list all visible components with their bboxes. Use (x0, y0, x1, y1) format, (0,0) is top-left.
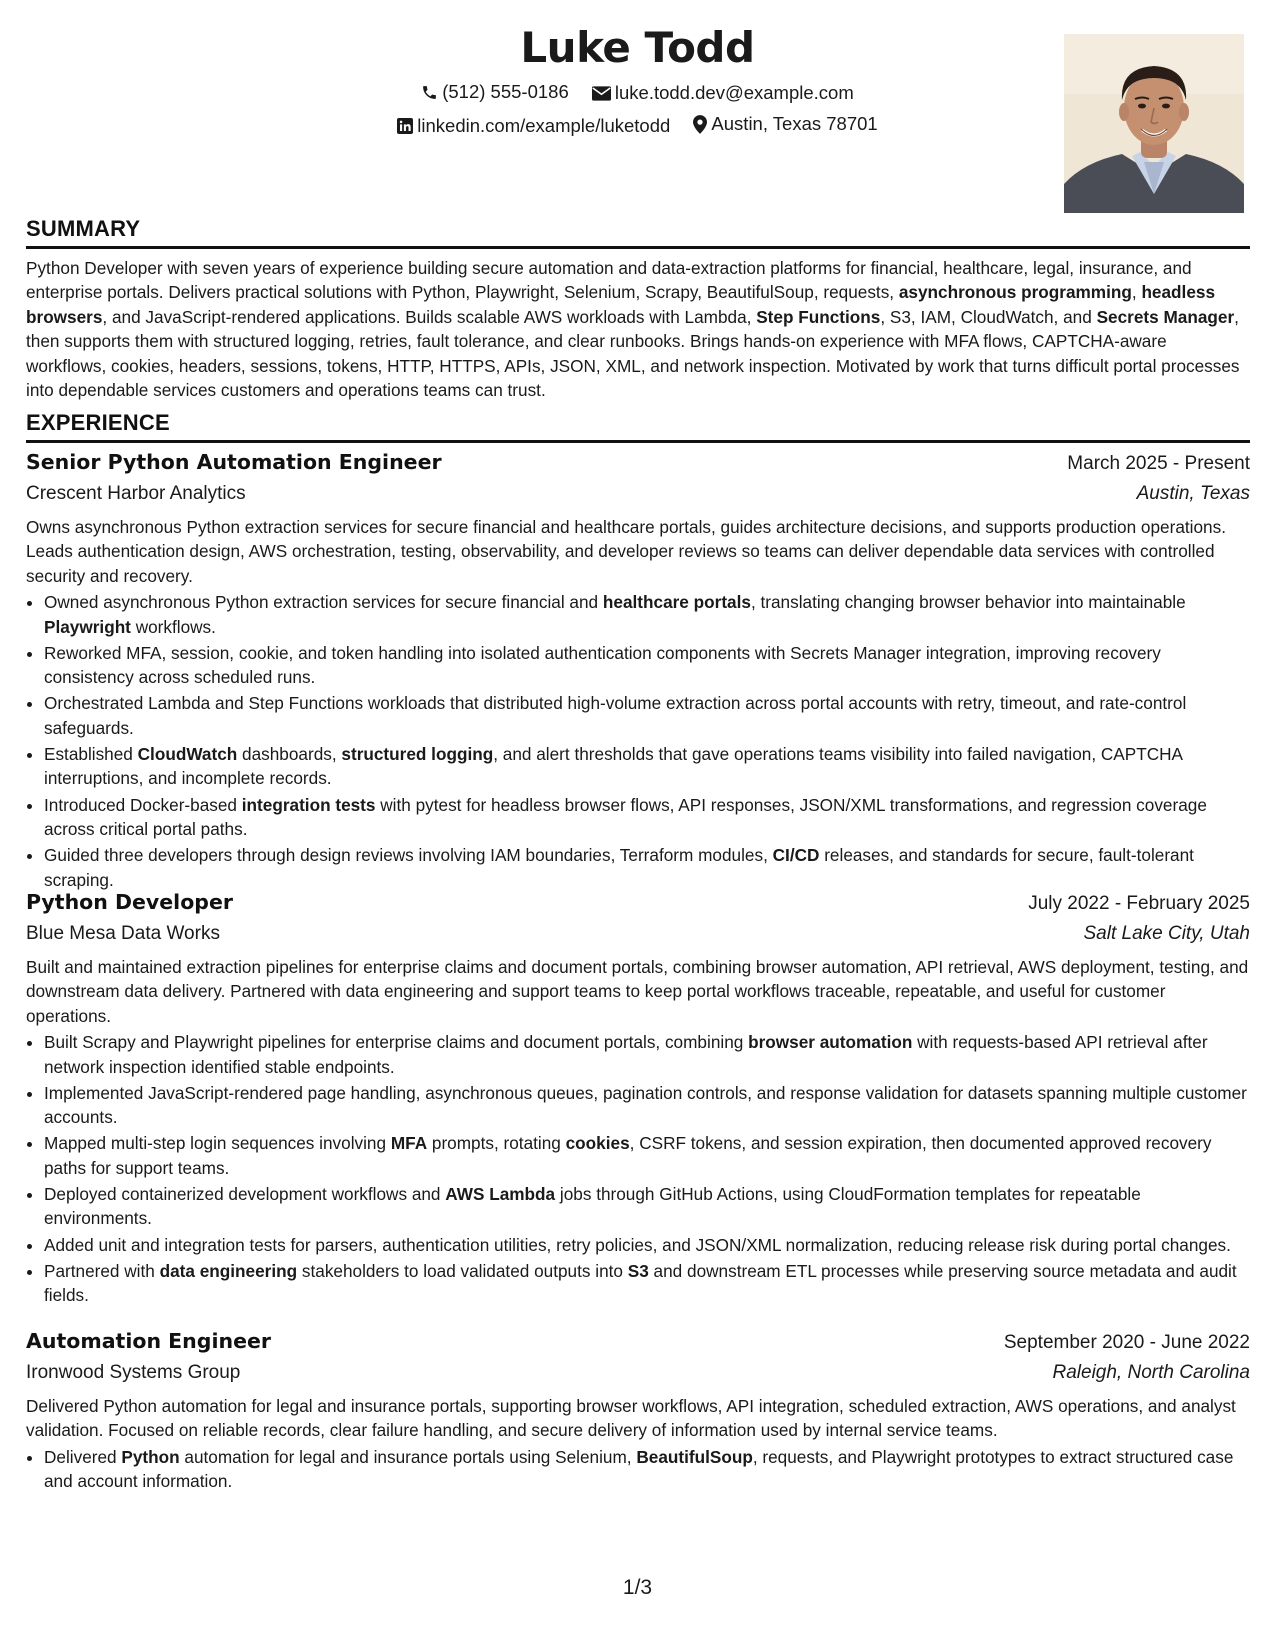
profile-photo (1064, 34, 1244, 213)
job-summary: Delivered Python automation for legal and insurance portals, supporting browser workflows, API integration, scheduled extraction, AWS operations, and analyst validation. Focused on reliable records, clear failure handling, and secure delivery of information used by internal service teams. (26, 1396, 1236, 1441)
job-bullets (26, 590, 1250, 892)
text-run: Guided three developers through design reviews involving IAM boundaries, Terraform modules, (44, 845, 773, 866)
text-run: releases, and standards for secure, fault-tolerant scraping. (44, 845, 1194, 890)
job-bullets (26, 1445, 1250, 1494)
map-pin-icon (693, 115, 707, 134)
phone-contact (421, 80, 569, 104)
job-title: Senior Python Automation Engineer (26, 450, 442, 474)
section-divider (26, 246, 1250, 249)
bullet-item (44, 742, 1250, 791)
section-title-summary: SUMMARY (26, 216, 141, 241)
text-run: Deployed containerized development workflows and (44, 1184, 446, 1205)
bullet-item (44, 1030, 1250, 1079)
text-run: , requests, and Playwright prototypes to extract structured case and account information. (44, 1446, 1234, 1492)
bold-keyword: Playwright (44, 616, 131, 637)
job-dates: July 2022 - February 2025 (1028, 893, 1250, 914)
bullet-item (44, 1081, 1250, 1130)
company-name: Ironwood Systems Group (26, 1362, 241, 1383)
page-number: 1/3 (622, 1576, 653, 1599)
location-text: Austin, Texas 78701 (711, 113, 878, 134)
job-location: Raleigh, North Carolina (1052, 1362, 1250, 1383)
phone-icon (421, 84, 438, 101)
bold-keyword: CI/CD (772, 845, 820, 866)
bullet-item (44, 1182, 1250, 1231)
text-run: , then supports them with structured logging, retries, fault tolerance, and clear runbooks. Brings hands-on experience with MFA flows, CAPTCHA-aware workflows, cookies, headers, sessions, tokens, HTTP, HTTPS, APIs, JSON, XML, and network inspection. Motivated by work that turns difficult portal processes into dependable services customers and operations teams can trust. (26, 306, 1240, 401)
job-dates: March 2025 - Present (1067, 453, 1250, 474)
text-run: prompts, rotating (427, 1133, 566, 1154)
email-address[interactable]: luke.todd.dev@example.com (614, 82, 854, 103)
text-run: with requests-based API retrieval after network inspection identified stable endpoints. (44, 1032, 1208, 1077)
bold-keyword: Secrets Manager (1096, 306, 1235, 327)
text-run: and downstream ETL processes while preserving source metadata and audit fields. (44, 1260, 1237, 1306)
bullet-item (44, 1259, 1250, 1308)
text-run: Reworked MFA, session, cookie, and token handling into isolated authentication components with Secrets Manager integration, improving recovery consistency across scheduled runs. (44, 642, 1161, 688)
bold-keyword: headless browsers (26, 282, 1216, 327)
text-run: dashboards, (237, 744, 342, 765)
job-dates: September 2020 - June 2022 (1003, 1332, 1250, 1353)
job-entry (26, 1326, 1250, 1495)
text-run: Mapped multi-step login sequences involving (44, 1133, 391, 1154)
text-run: Owned asynchronous Python extraction services for secure financial and (44, 592, 603, 613)
section-divider (26, 440, 1250, 443)
job-entry (26, 447, 1250, 894)
bold-keyword: cookies (565, 1133, 630, 1154)
bullet-item (44, 1233, 1250, 1257)
job-summary: Built and maintained extraction pipelines for enterprise claims and document portals, combining browser automation, API retrieval, AWS deployment, testing, and downstream data delivery. Partnered with data engineering and support teams to keep portal workflows traceable, repeatable, and useful for customer operations. (26, 957, 1249, 1026)
text-run: Python Developer with seven years of experience building secure automation and data-extraction platforms for financial, healthcare, legal, insurance, and enterprise portals. Delivers practical solutions with Python, Playwright, Selenium, Scrapy, BeautifulSoup, requests, (26, 258, 1192, 303)
text-run: , (1131, 282, 1142, 303)
bullet-item (44, 1445, 1250, 1494)
envelope-icon (592, 86, 611, 101)
linkedin-icon (397, 118, 413, 134)
text-run: Orchestrated Lambda and Step Functions workloads that distributed high-volume extraction across portal accounts with retry, timeout, and rate-control safeguards. (44, 693, 1187, 738)
summary-section (26, 215, 1250, 402)
job-bullets (26, 1030, 1250, 1307)
job-entry (26, 887, 1250, 1309)
job-location: Salt Lake City, Utah (1083, 923, 1250, 944)
bold-keyword: S3 (627, 1260, 649, 1281)
text-run: stakeholders to load validated outputs into (297, 1260, 628, 1281)
text-run: , and JavaScript-rendered applications. Builds scalable AWS workloads with Lambda, (102, 306, 757, 327)
company-name: Blue Mesa Data Works (26, 923, 220, 944)
resume-header (0, 0, 1275, 220)
text-run: automation for legal and insurance portals using Selenium, (179, 1446, 637, 1467)
section-title-experience: EXPERIENCE (26, 410, 170, 435)
bold-keyword: BeautifulSoup (636, 1446, 753, 1467)
text-run: Delivered (44, 1446, 122, 1467)
bold-keyword: integration tests (241, 794, 376, 815)
text-run: Partnered with (44, 1260, 160, 1281)
text-run: Implemented JavaScript-rendered page handling, asynchronous queues, pagination controls, and response validation for datasets spanning multiple customer accounts. (44, 1082, 1247, 1128)
location-contact (693, 112, 877, 136)
bullet-item (44, 590, 1250, 639)
job-title: Automation Engineer (26, 1329, 271, 1353)
bold-keyword: MFA (390, 1133, 428, 1154)
text-run: Introduced Docker-based (44, 794, 242, 815)
text-run: Added unit and integration tests for parsers, authentication utilities, retry policies, and JSON/XML normalization, reducing release risk during portal changes. (44, 1234, 1231, 1255)
bold-keyword: Step Functions (756, 306, 881, 327)
phone-number: (512) 555-0186 (442, 81, 569, 102)
text-run: , S3, IAM, CloudWatch, and (880, 306, 1097, 327)
job-title: Python Developer (26, 890, 233, 914)
text-run: , and alert thresholds that gave operations teams visibility into failed navigation, CAPTCHA interruptions, and incomplete records. (44, 744, 1183, 789)
bold-keyword: structured logging (341, 744, 494, 765)
text-run: with pytest for headless browser flows, API responses, JSON/XML transformations, and regression coverage across critical portal paths. (44, 794, 1207, 840)
bold-keyword: Python (121, 1446, 180, 1467)
bullet-item (44, 793, 1250, 842)
text-run: Established (44, 744, 138, 765)
text-run: Built Scrapy and Playwright pipelines for enterprise claims and document portals, combining (44, 1032, 749, 1053)
bold-keyword: AWS Lambda (445, 1184, 556, 1205)
bold-keyword: healthcare portals (602, 592, 751, 613)
job-location: Austin, Texas (1136, 483, 1250, 504)
bullet-item (44, 641, 1250, 690)
experience-section (26, 409, 1250, 443)
candidate-name: Luke Todd (520, 23, 755, 72)
bullet-item (44, 843, 1250, 892)
bullet-item (44, 691, 1250, 740)
text-run: , CSRF tokens, and session expiration, then documented approved recovery paths for support teams. (44, 1133, 1212, 1178)
company-name: Crescent Harbor Analytics (26, 483, 246, 504)
email-contact[interactable] (592, 81, 854, 105)
text-run: , translating changing browser behavior into maintainable (750, 592, 1186, 613)
bold-keyword: data engineering (159, 1260, 298, 1281)
job-summary: Owns asynchronous Python extraction services for secure financial and healthcare portals, guides architecture decisions, and supports production operations. Leads authentication design, AWS orchestration, testing, observability, and developer reviews so teams can deliver dependable data services with controlled security and recovery. (26, 517, 1226, 586)
bullet-item (44, 1131, 1250, 1180)
linkedin-contact[interactable] (397, 114, 670, 138)
bold-keyword: asynchronous programming (898, 282, 1132, 303)
linkedin-url[interactable]: linkedin.com/example/luketodd (417, 114, 671, 136)
text-run: jobs through GitHub Actions, using CloudFormation templates for repeatable environments. (44, 1184, 1141, 1229)
text-run: workflows. (130, 616, 216, 637)
summary-paragraph (26, 256, 1250, 402)
bold-keyword: browser automation (748, 1032, 913, 1053)
bold-keyword: CloudWatch (137, 744, 238, 765)
